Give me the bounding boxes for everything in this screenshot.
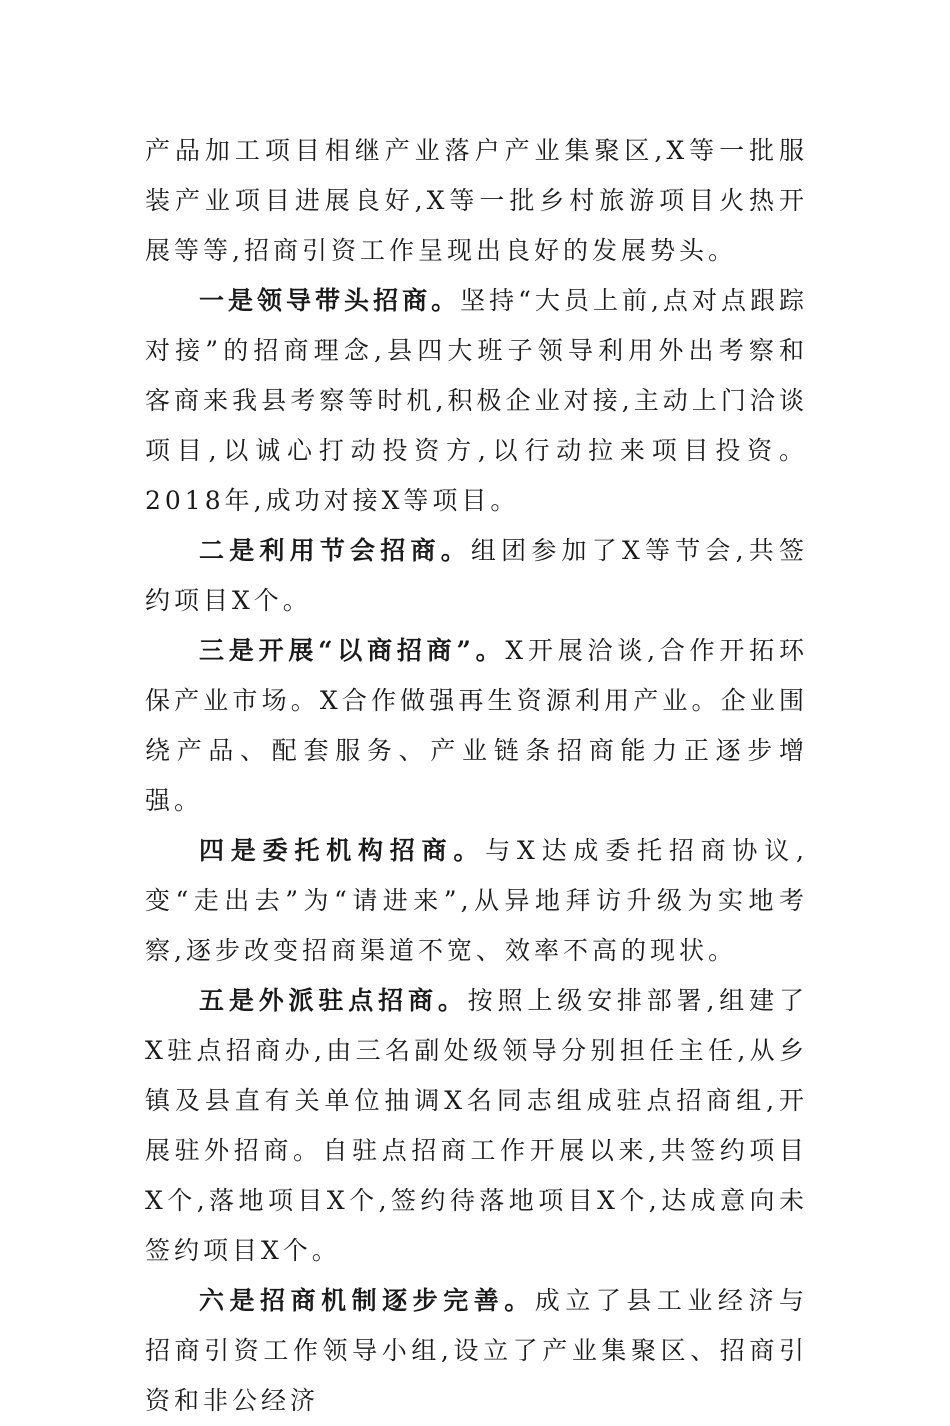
paragraph-text: 按照上级安排部署,组建了X驻点招商办,由三名副处级领导分别担任主任,从乡镇及县直有关单位抽调X名同志组成驻点招商组,开展驻外招商。自驻点招商工作开展以来,共签约项目X个,落地项目X个,签约待落地项目X个,达成意向未签约项目X个。 <box>145 986 808 1265</box>
paragraph-text: 与X达成委托招商协议,变“走出去”为“请进来”,从异地拜访升级为实地考察,逐步改变招商渠道不宽、效率不高的现状。 <box>145 836 808 965</box>
paragraph-heading: 四是委托机构招商。 <box>199 836 486 865</box>
paragraph-text: 组团参加了X等节会,共签约项目X个。 <box>145 536 808 615</box>
paragraph-leaders-attract-investment <box>145 276 808 526</box>
paragraph-continuation <box>145 126 808 276</box>
paragraph-stationed-investment <box>145 976 808 1276</box>
paragraph-festival-investment <box>145 526 808 626</box>
paragraph-heading: 五是外派驻点招商。 <box>199 986 468 1015</box>
paragraph-text: 成立了县工业经济与招商引资工作领导小组,设立了产业集聚区、招商引资和非公经济 <box>145 1286 808 1415</box>
paragraph-business-attracts-business <box>145 626 808 826</box>
paragraph-text: 坚持“大员上前,点对点跟踪对接”的招商理念,县四大班子领导利用外出考察和客商来我县考察等时机,积极企业对接,主动上门洽谈项目,以诚心打动投资方,以行动拉来项目投资。2018年,成功对接X等项目。 <box>145 286 808 515</box>
paragraph-heading: 三是开展“以商招商”。 <box>199 636 506 665</box>
document-body <box>145 126 808 1426</box>
paragraph-heading: 一是领导带头招商。 <box>199 286 461 315</box>
paragraph-text: 产品加工项目相继产业落户产业集聚区,X等一批服装产业项目进展良好,X等一批乡村旅游项目火热开展等等,招商引资工作呈现出良好的发展势头。 <box>145 136 808 265</box>
paragraph-heading: 六是招商机制逐步完善。 <box>199 1286 535 1315</box>
paragraph-heading: 二是利用节会招商。 <box>199 536 471 565</box>
paragraph-mechanism-improvement <box>145 1276 808 1426</box>
paragraph-agency-investment <box>145 826 808 976</box>
paragraph-text: X开展洽谈,合作开拓环保产业市场。X合作做强再生资源利用产业。企业围绕产品、配套服务、产业链条招商能力正逐步增强。 <box>145 636 809 815</box>
